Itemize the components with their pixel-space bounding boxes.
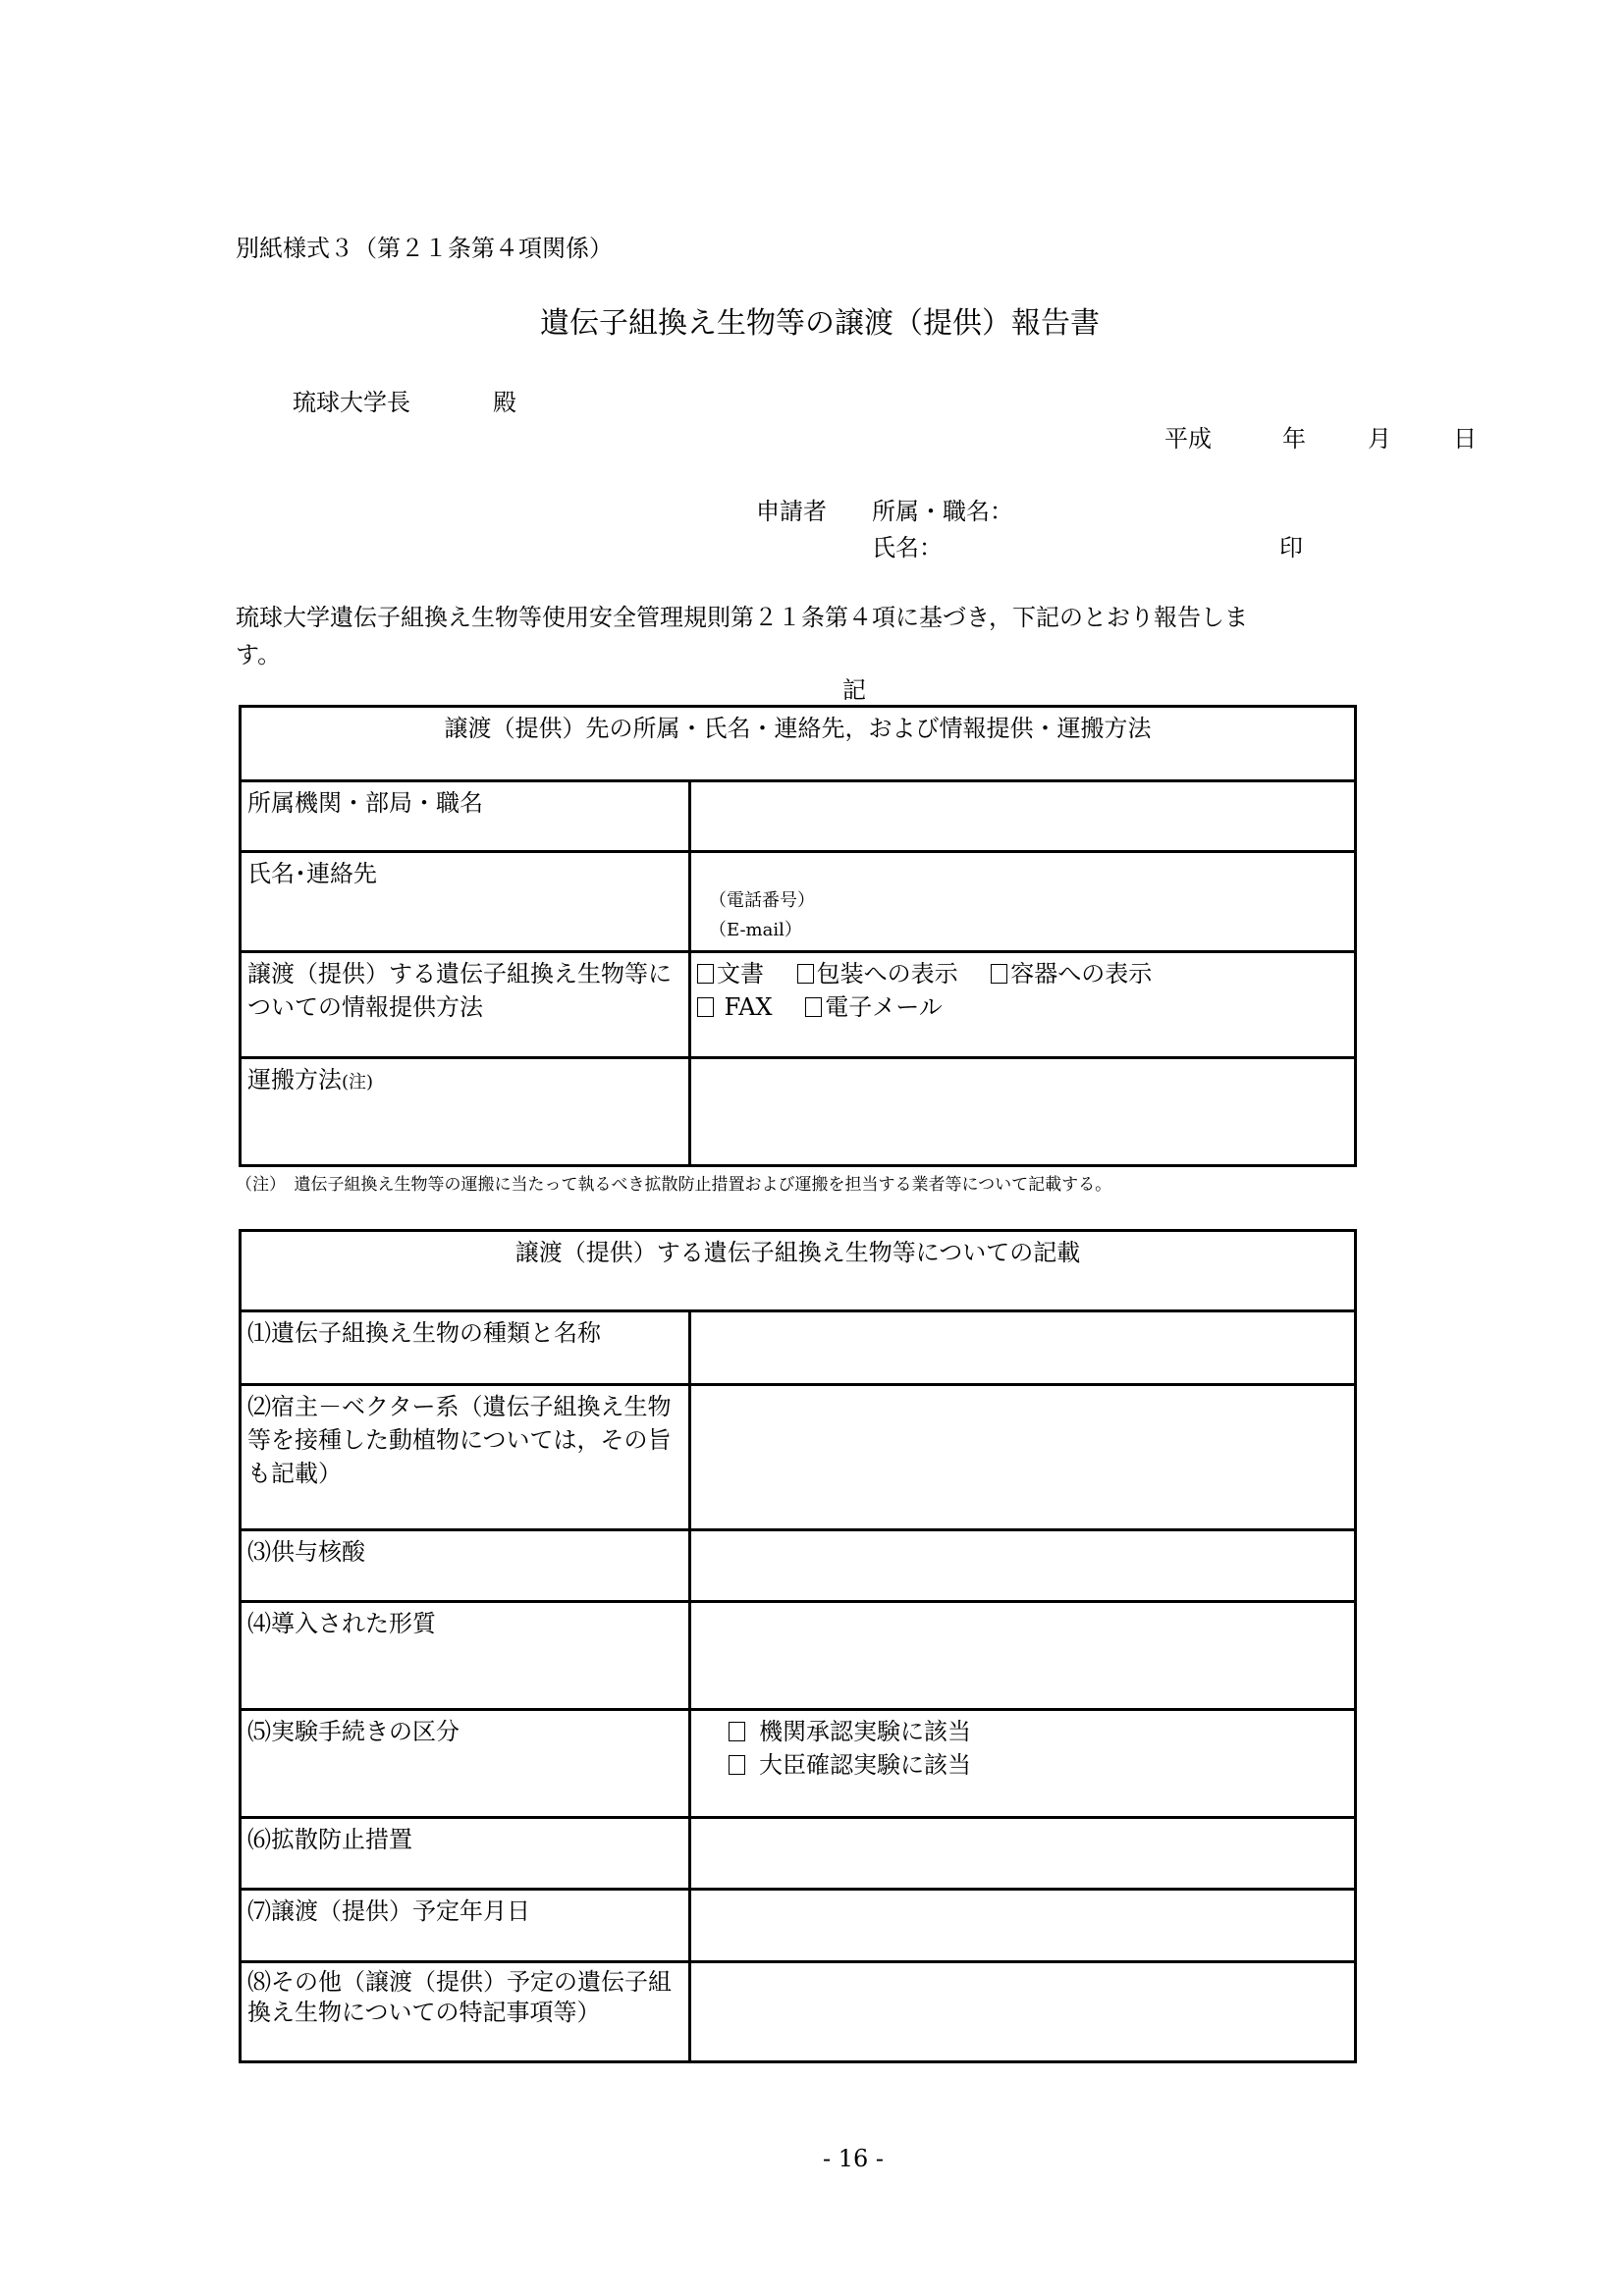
option-minister-confirmed[interactable] <box>729 1748 1348 1782</box>
table-row <box>241 781 1356 852</box>
organism-info-table <box>239 1229 1357 2063</box>
table-row <box>241 1530 1356 1602</box>
row-label: ⑻その他（譲渡（提供）予定の遺伝子組換え生物についての特記事項等） <box>241 1962 690 2062</box>
table-row <box>241 1058 1356 1166</box>
table-row <box>241 852 1356 952</box>
checkbox-icon[interactable] <box>697 997 714 1017</box>
option-container-label-text: 容器への表示 <box>1010 960 1153 988</box>
option-package-label-text: 包装への表示 <box>816 960 958 988</box>
row-label: ⑸実験手続きの区分 <box>241 1710 690 1818</box>
donor-nucleic-acid-field[interactable] <box>690 1530 1356 1602</box>
checkbox-icon[interactable] <box>697 964 714 984</box>
option-fax-label: FAX <box>724 993 773 1021</box>
table-row <box>241 1385 1356 1530</box>
option-fax[interactable] <box>697 990 773 1024</box>
date-day-label: 日 <box>1453 425 1477 453</box>
applicant-label: 申請者 <box>756 498 827 525</box>
footnote: （注） 遺伝子組換え生物等の運搬に当たって執るべき拡散防止措置および運搬を担当する業者等について記載する。 <box>236 1175 1112 1195</box>
date-day[interactable] <box>1453 424 1477 454</box>
ki-heading: 記 <box>842 676 866 704</box>
table-row <box>241 1710 1356 1818</box>
seal-mark: 印 <box>1279 534 1303 561</box>
transport-field[interactable] <box>690 1058 1356 1166</box>
host-vector-field[interactable] <box>690 1385 1356 1530</box>
option-document-label: 文書 <box>717 960 764 988</box>
transport-label-cell <box>241 1058 690 1166</box>
contact-label: 氏名･連絡先 <box>241 852 690 952</box>
table-row <box>241 1890 1356 1962</box>
option-container-label[interactable] <box>991 957 1152 990</box>
info-method-options <box>690 952 1356 1058</box>
addressee-honorific: 殿 <box>493 389 516 416</box>
transfer-date-field[interactable] <box>690 1890 1356 1962</box>
option-minister-confirmed-label: 大臣確認実験に該当 <box>759 1751 971 1779</box>
page-number: - 16 - <box>823 2145 885 2172</box>
other-notes-field[interactable] <box>690 1962 1356 2062</box>
table1-header-row <box>241 707 1356 781</box>
intro-text-line1: 琉球大学遺伝子組換え生物等使用安全管理規則第２１条第４項に基づき，下記のとおり報告しま <box>236 604 1249 631</box>
date-month-label: 月 <box>1368 425 1391 453</box>
checkbox-icon[interactable] <box>991 964 1007 984</box>
row-label: ⑵宿主－ベクター系（遺伝子組換え生物等を接種した動植物については，その旨も記載） <box>241 1385 690 1530</box>
form-number: 別紙様式３（第２１条第４項関係） <box>236 235 613 262</box>
row-label: ⑺譲渡（提供）予定年月日 <box>241 1890 690 1962</box>
affiliation-label: 所属機関・部局・職名 <box>241 781 690 852</box>
table-row <box>241 952 1356 1058</box>
phone-label: （電話番号） <box>709 890 815 911</box>
affiliation-field[interactable] <box>690 781 1356 852</box>
option-package-label[interactable] <box>797 957 958 990</box>
row-label: ⑷導入された形質 <box>241 1602 690 1710</box>
transport-note-mark: (注) <box>342 1072 374 1093</box>
row-label: ⑴遺伝子組換え生物の種類と名称 <box>241 1311 690 1385</box>
option-email-label: 電子メール <box>825 993 943 1021</box>
table-row <box>241 1962 1356 2062</box>
option-institution-approved[interactable] <box>729 1715 1348 1748</box>
applicant-affiliation-label: 所属・職名： <box>872 498 1013 525</box>
containment-measures-field[interactable] <box>690 1818 1356 1890</box>
checkbox-icon[interactable] <box>797 964 814 984</box>
contact-field[interactable] <box>690 852 1356 952</box>
email-label: （E-mail） <box>709 920 802 940</box>
table-row <box>241 1311 1356 1385</box>
option-document[interactable] <box>697 957 764 990</box>
transport-label: 運搬方法 <box>247 1066 342 1094</box>
table2-header-row <box>241 1231 1356 1311</box>
checkbox-icon[interactable] <box>729 1722 745 1741</box>
checkbox-icon[interactable] <box>805 997 822 1017</box>
applicant-name-label: 氏名： <box>872 534 943 561</box>
table-row <box>241 1602 1356 1710</box>
procedure-options <box>690 1710 1356 1818</box>
addressee-name: 琉球大学長 <box>293 389 410 416</box>
table1-header: 譲渡（提供）先の所属・氏名・連絡先，および情報提供・運搬方法 <box>241 707 1356 781</box>
table2-header: 譲渡（提供）する遺伝子組換え生物等についての記載 <box>241 1231 1356 1311</box>
option-email[interactable] <box>805 990 943 1024</box>
info-method-label: 譲渡（提供）する遺伝子組換え生物等についての情報提供方法 <box>241 952 690 1058</box>
row-label: ⑹拡散防止措置 <box>241 1818 690 1890</box>
organism-name-field[interactable] <box>690 1311 1356 1385</box>
date-year-label: 年 <box>1282 425 1306 453</box>
row-label: ⑶供与核酸 <box>241 1530 690 1602</box>
intro-text-line2: す。 <box>236 641 282 668</box>
recipient-info-table <box>239 705 1357 1167</box>
document-title: 遺伝子組換え生物等の譲渡（提供）報告書 <box>540 306 1100 341</box>
table-row <box>241 1818 1356 1890</box>
checkbox-icon[interactable] <box>729 1755 745 1775</box>
introduced-trait-field[interactable] <box>690 1602 1356 1710</box>
date-year[interactable] <box>1282 424 1306 454</box>
date-era: 平成 <box>1164 425 1212 453</box>
date-month[interactable] <box>1368 424 1391 454</box>
option-institution-approved-label: 機関承認実験に該当 <box>759 1718 971 1745</box>
